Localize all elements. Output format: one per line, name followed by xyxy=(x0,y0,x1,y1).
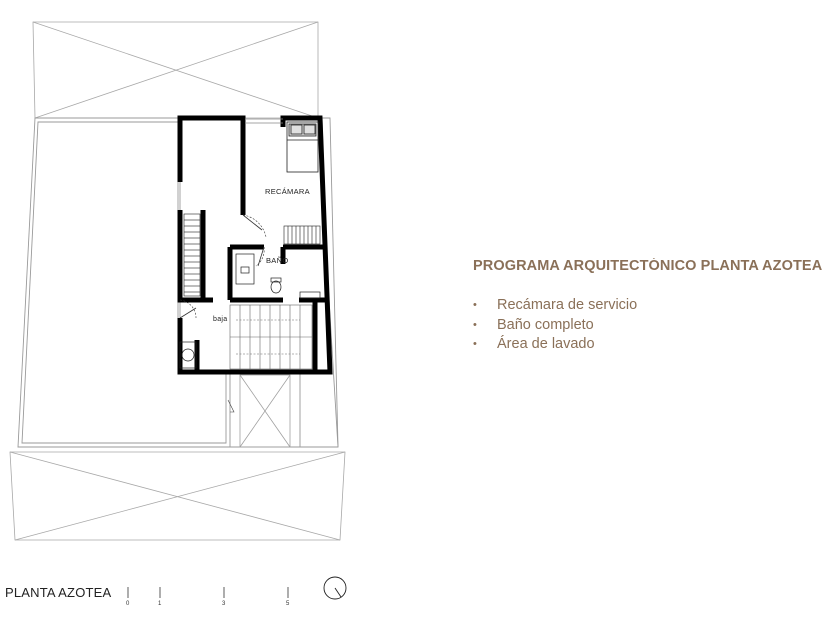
walls xyxy=(180,118,330,372)
stair-note: baja xyxy=(213,316,228,323)
bullet-icon: • xyxy=(473,299,477,311)
program-title: PROGRAMA ARQUITECTÓNICO PLANTA AZOTEA xyxy=(473,258,823,274)
ramp-arrow xyxy=(228,400,234,412)
scale-mark-3: 3 xyxy=(222,601,226,607)
bullet-icon: • xyxy=(473,318,477,331)
bed xyxy=(287,122,318,172)
room-label-bedroom: RECÁMARA xyxy=(265,187,310,196)
plan-title: PLANTA AZOTEA xyxy=(5,585,112,600)
stairs xyxy=(230,305,312,369)
north-arrow-icon xyxy=(324,577,346,599)
program-item-label: Área de lavado xyxy=(497,336,595,352)
room-label-bathroom: BAÑO xyxy=(266,256,289,265)
scale-mark-5: 5 xyxy=(286,601,290,607)
bullet-icon: • xyxy=(473,338,477,350)
doors xyxy=(180,215,266,318)
shelf xyxy=(284,226,320,244)
program-item xyxy=(473,296,840,316)
program-item-label: Baño completo xyxy=(497,316,594,333)
window xyxy=(245,119,283,123)
program-item xyxy=(473,316,840,336)
program-list xyxy=(473,296,840,355)
program-item-label: Recámara de servicio xyxy=(497,297,638,313)
program-panel xyxy=(473,258,840,355)
scale-bar xyxy=(128,587,288,598)
patio-shaft xyxy=(230,375,300,447)
closet xyxy=(184,214,200,296)
scale-mark-1: 1 xyxy=(158,601,162,607)
door-leaves xyxy=(180,215,264,318)
program-item xyxy=(473,335,840,355)
scale-mark-0: 0 xyxy=(126,601,130,607)
